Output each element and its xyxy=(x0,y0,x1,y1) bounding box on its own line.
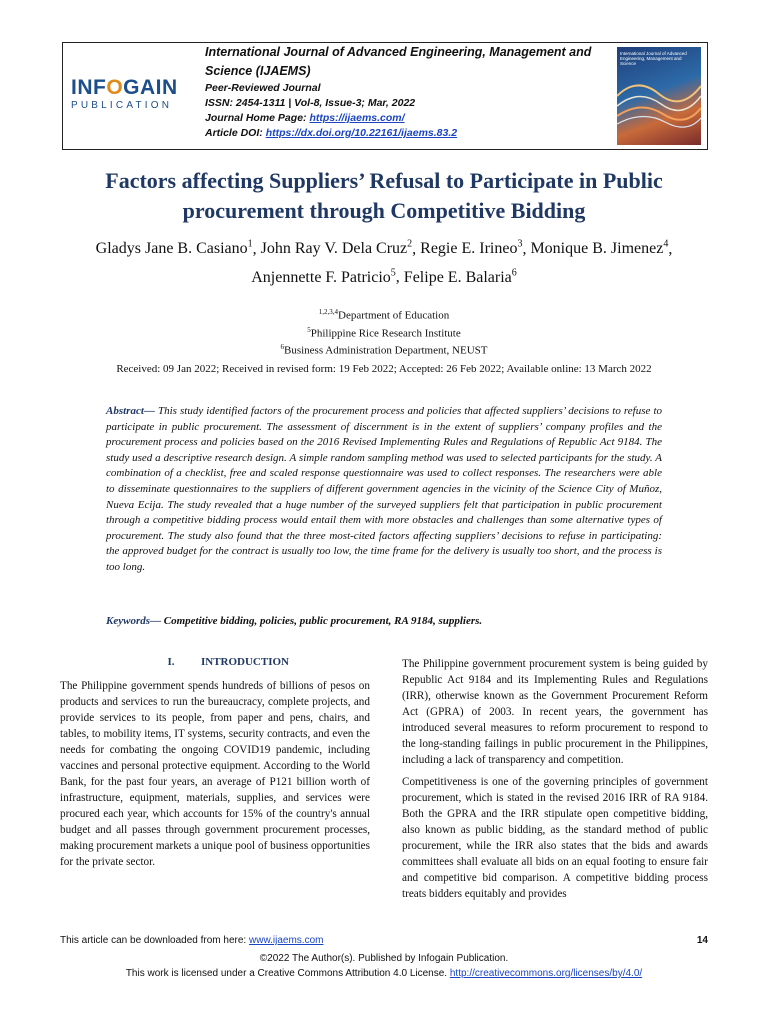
author-2: John Ray V. Dela Cruz$^2$ xyxy=(260,239,413,258)
page-number: 14 xyxy=(696,935,708,946)
abstract-text: This study identified factors of the procurement process and policies that affected suppliers’ decisions to refuse to participate in public procurement. The assessment of discernment is in the extent of suppliers’ company profiles and the procurement process and policies based on the 2016 Revised Implementing Rules and Regulations of Republic Act 9184. The study used a descriptive research design. A simple random sampling method was used to selected participants for the study. A combination of a checklist, free and scaled response questionnaire was used to collect responses. The researchers were able to disseminate questionnaires to the suppliers of different government agencies in the vicinity of the Science City of Muñoz, Nueva Ecija. The study revealed that a huge number of the surveyed suppliers felt that participation in public procurement through a competitive bidding process would entail them with more obstacles and challenges than some alternative types of procurement. The study also found that the three most-cited factors affecting suppliers’ decisions to refuse in participating: the approved budget for the contract is usually too low, the time frame for the delivery is usually too short, and the process is too long. xyxy=(106,405,662,573)
section-title: INTRODUCTION xyxy=(200,656,289,668)
publisher-logo xyxy=(71,77,189,119)
logo-main-text: INFOGAIN xyxy=(71,76,178,99)
article-dates: Received: 09 Jan 2022; Received in revised form: 19 Feb 2022; Accepted: 26 Feb 2022; Available online: 13 March 2022 xyxy=(116,363,652,375)
download-text: This article can be downloaded from here: xyxy=(60,935,249,946)
author-6: Felipe E. Balaria$^6$ xyxy=(403,267,517,286)
author-4: Monique B. Jimenez$^4$ xyxy=(530,239,669,258)
affiliation-1: $^{1,2,3,4}$Department of Education xyxy=(318,308,450,322)
left-column-paragraph: The Philippine government spends hundreds of billions of pesos on products and services to run the bureaucracy, complete projects, and provide services to its people, from paper and pens, chairs, and tables, to mobility items, IT systems, security contracts, and even the needs for combating the ongoing COVID19 pandemic, including vaccines and personal protective equipment. According to the World Bank, for the past four years, an average of P121 billion worth of infrastructure, equipment, materials, supplies, and services were procured each year, which accounts for 15% of the country's annual budget and all passes through government procurement processes, making procurement markets a unique pool of business opportunities for the private sector. xyxy=(60,680,370,868)
peer-reviewed-label: Peer-Reviewed Journal xyxy=(205,82,321,94)
right-paragraph-2: Competitiveness is one of the governing principles of government procurement, which is stated in the revised 2016 IRR of RA 9184. Both the GPRA and the IRR stipulate open competitive bidding, also known as public bidding, as the standard method of public procurement, while the IRR also states that the bids and awards committees shall evaluate all bids on an equal footing to ensure fair and competitive bid comparison. A competitive bidding process treats bidders equitably and provides xyxy=(402,776,708,900)
homepage-line xyxy=(205,111,605,126)
keywords xyxy=(106,614,662,629)
right-paragraph-1: The Philippine government procurement system is being guided by Republic Act 9184 and its Implementing Rules and Regulations (IRR), otherwise known as the Government Procurement Reform Act (GPRA) of 2003. In recent years, the government has introduced several measures to reform procurement to respond to the long-standing failings in public procurement in the Philippines, including a lack of transparency and competition. xyxy=(402,658,708,766)
logo-sub-text: PUBLICATION xyxy=(71,100,173,111)
journal-title: International Journal of Advanced Engineering, Management and Science (IJAEMS) xyxy=(205,45,592,78)
affiliation-3: $^6$Business Administration Department, NEUST xyxy=(280,343,488,357)
journal-header xyxy=(62,42,708,150)
abstract-label: Abstract— xyxy=(106,405,155,417)
author-1: Gladys Jane B. Casiano$^1$ xyxy=(95,239,253,258)
doi-line xyxy=(205,126,605,141)
footer-license xyxy=(60,967,708,981)
author-list: Gladys Jane B. Casiano$^1$, John Ray V. Dela Cruz$^2$, Regie E. Irineo$^3$, Monique B. Jimenez$^4$, Anjennette F. Patricio$^5$, Felipe E. Balaria$^6$ xyxy=(95,239,673,286)
issn-line: ISSN: 2454-1311 | Vol-8, Issue-3; Mar, 2022 xyxy=(205,97,416,109)
download-link[interactable]: www.ijaems.com xyxy=(249,935,324,946)
homepage-link[interactable]: https://ijaems.com/ xyxy=(309,112,405,124)
doi-link[interactable]: https://dx.doi.org/10.22161/ijaems.83.2 xyxy=(265,127,458,139)
footer-copyright: ©2022 The Author(s). Published by Infogain Publication. xyxy=(259,953,509,964)
journal-cover-image xyxy=(617,47,701,145)
affiliations xyxy=(60,305,708,358)
journal-info xyxy=(205,43,605,141)
license-text: This work is licensed under a Creative Commons Attribution 4.0 License. xyxy=(125,968,450,979)
author-5: Anjennette F. Patricio$^5$ xyxy=(251,267,396,286)
section-heading xyxy=(60,656,370,668)
section-number: I. xyxy=(167,656,175,668)
affiliation-2: $^5$Philippine Rice Research Institute xyxy=(307,325,461,340)
license-link[interactable]: http://creativecommons.org/licenses/by/4.0/ xyxy=(449,968,643,979)
author-3: Regie E. Irineo$^3$ xyxy=(420,239,523,258)
doi-label: Article DOI: xyxy=(205,127,263,139)
keywords-text: Competitive bidding, policies, public procurement, RA 9184, suppliers. xyxy=(161,615,483,627)
homepage-label: Journal Home Page: xyxy=(205,112,307,124)
keywords-label: Keywords— xyxy=(106,615,161,627)
right-column xyxy=(402,656,708,908)
abstract xyxy=(106,404,662,576)
footer-download xyxy=(60,934,708,948)
cover-title: International Journal of Advanced Engineering, Management and Science xyxy=(620,51,687,66)
paper-title: Factors affecting Suppliers’ Refusal to Participate in Public procurement through Competitive Bidding xyxy=(105,168,663,223)
cover-art xyxy=(617,66,701,136)
